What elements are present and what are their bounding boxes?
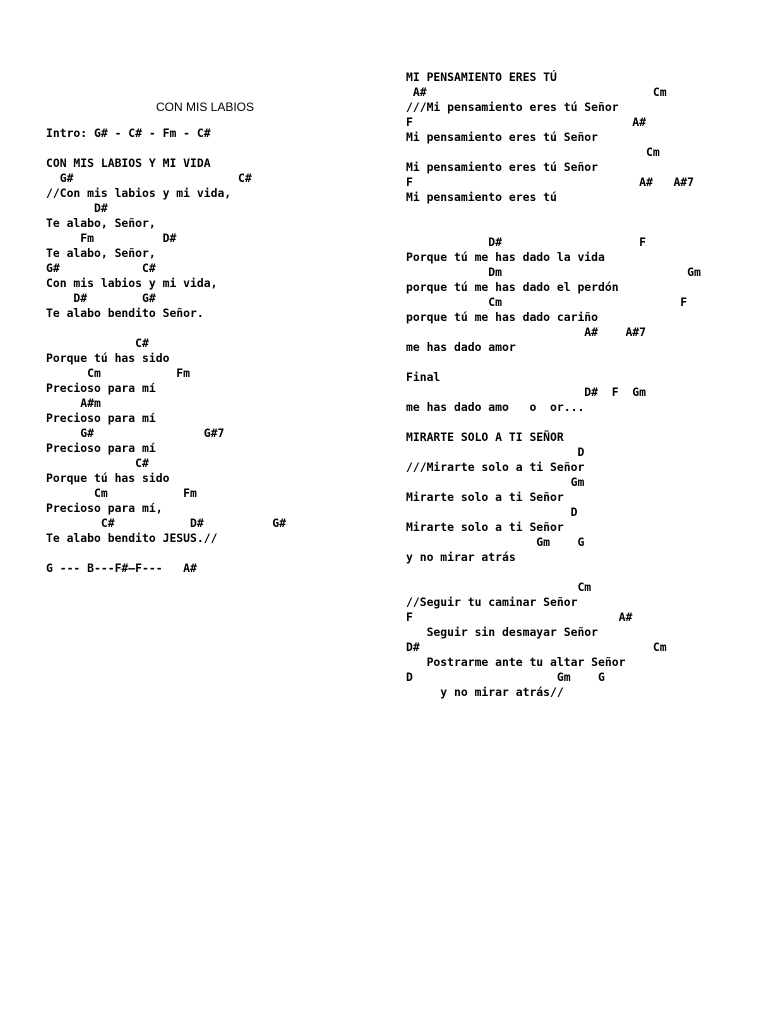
lyric-line: [406, 565, 746, 580]
lyric-line: me has dado amo o or...: [406, 400, 585, 414]
lyric-line: G --- B---F#—F--- A#: [46, 561, 197, 575]
right-column: [406, 70, 746, 700]
lyric-line: C# D# G#: [46, 516, 287, 530]
lyric-line: C#: [46, 336, 149, 350]
lyric-line: A#m: [46, 396, 101, 410]
left-column: [46, 98, 376, 576]
lyric-line: Gm G: [406, 535, 585, 549]
lyric-line: //Seguir tu caminar Señor: [406, 595, 578, 609]
lyric-line: Final: [406, 370, 441, 384]
lyric-line: A# A#7: [406, 325, 647, 339]
lyric-line: Cm Fm: [46, 366, 191, 380]
lyric-line: Gm: [406, 475, 585, 489]
lyric-line: Precioso para mí,: [46, 501, 163, 515]
lyric-line: C#: [46, 456, 149, 470]
lyric-line: Te alabo, Señor,: [46, 216, 156, 230]
lyric-line: D#: [46, 201, 108, 215]
lyric-line: Dm Gm: [406, 265, 701, 279]
lyric-line: Precioso para mí: [46, 441, 156, 455]
lyric-line: D# Cm: [406, 640, 667, 654]
lyric-line: [46, 141, 376, 156]
lyric-line: D# G#: [46, 291, 156, 305]
lyric-line: [46, 546, 376, 561]
lyric-line: Porque tú has sido: [46, 471, 170, 485]
lyric-line: D: [406, 505, 578, 519]
lyric-line: porque tú me has dado cariño: [406, 310, 599, 324]
lyric-line: CON MIS LABIOS Y MI VIDA: [46, 156, 211, 170]
lyric-line: D# F: [406, 235, 647, 249]
lyric-line: [46, 321, 376, 336]
lyric-line: MI PENSAMIENTO ERES TÚ: [406, 70, 557, 84]
lyric-line: Precioso para mí: [46, 381, 156, 395]
lyric-line: Porque tú me has dado la vida: [406, 250, 605, 264]
lyric-line: D# F Gm: [406, 385, 647, 399]
lyric-line: Te alabo, Señor,: [46, 246, 156, 260]
lyric-line: [406, 355, 746, 370]
lyric-line: MIRARTE SOLO A TI SEÑOR: [406, 430, 564, 444]
lyric-line: Intro: G# - C# - Fm - C#: [46, 126, 211, 140]
lyric-line: Mi pensamiento eres tú Señor: [406, 130, 599, 144]
lyric-line: F A#: [406, 610, 633, 624]
song-title: CON MIS LABIOS: [156, 100, 255, 114]
lyric-line: Mirarte solo a ti Señor: [406, 490, 564, 504]
lyric-line: Cm Fm: [46, 486, 197, 500]
lyric-line: porque tú me has dado el perdón: [406, 280, 619, 294]
lyric-line: y no mirar atrás: [406, 550, 516, 564]
lyric-line: ///Mi pensamiento eres tú Señor: [406, 100, 619, 114]
lyric-line: y no mirar atrás//: [406, 685, 564, 699]
lyric-line: Mi pensamiento eres tú: [406, 190, 557, 204]
lyric-line: Cm: [406, 580, 592, 594]
lyric-line: G# C#: [46, 171, 252, 185]
lyric-line: Te alabo bendito Señor.: [46, 306, 204, 320]
lyric-line: //Con mis labios y mi vida,: [46, 186, 232, 200]
lyric-line: Mi pensamiento eres tú Señor: [406, 160, 599, 174]
lyric-line: me has dado amor: [406, 340, 516, 354]
lyric-line: G# C#: [46, 261, 156, 275]
lyric-line: [406, 220, 746, 235]
lyric-line: Cm: [406, 145, 660, 159]
left-lyrics-block: [46, 126, 376, 576]
lyric-line: Fm D#: [46, 231, 177, 245]
lyric-line: Precioso para mí: [46, 411, 156, 425]
lyric-line: Seguir sin desmayar Señor: [406, 625, 599, 639]
lyric-line: [406, 415, 746, 430]
lyric-line: D Gm G: [406, 670, 605, 684]
lyric-line: Mirarte solo a ti Señor: [406, 520, 564, 534]
lyric-line: Postrarme ante tu altar Señor: [406, 655, 626, 669]
lyric-line: Porque tú has sido: [46, 351, 170, 365]
lyric-line: ///Mirarte solo a ti Señor: [406, 460, 585, 474]
lyric-line: Con mis labios y mi vida,: [46, 276, 218, 290]
lyric-line: D: [406, 445, 585, 459]
lyric-line: [406, 205, 746, 220]
right-lyrics-block: [406, 70, 746, 700]
lyric-line: A# Cm: [406, 85, 667, 99]
lyric-line: F A# A#7: [406, 175, 695, 189]
lyric-line: Te alabo bendito JESUS.//: [46, 531, 218, 545]
lyric-line: G# G#7: [46, 426, 225, 440]
lyric-line: F A#: [406, 115, 647, 129]
lyric-line: Cm F: [406, 295, 688, 309]
